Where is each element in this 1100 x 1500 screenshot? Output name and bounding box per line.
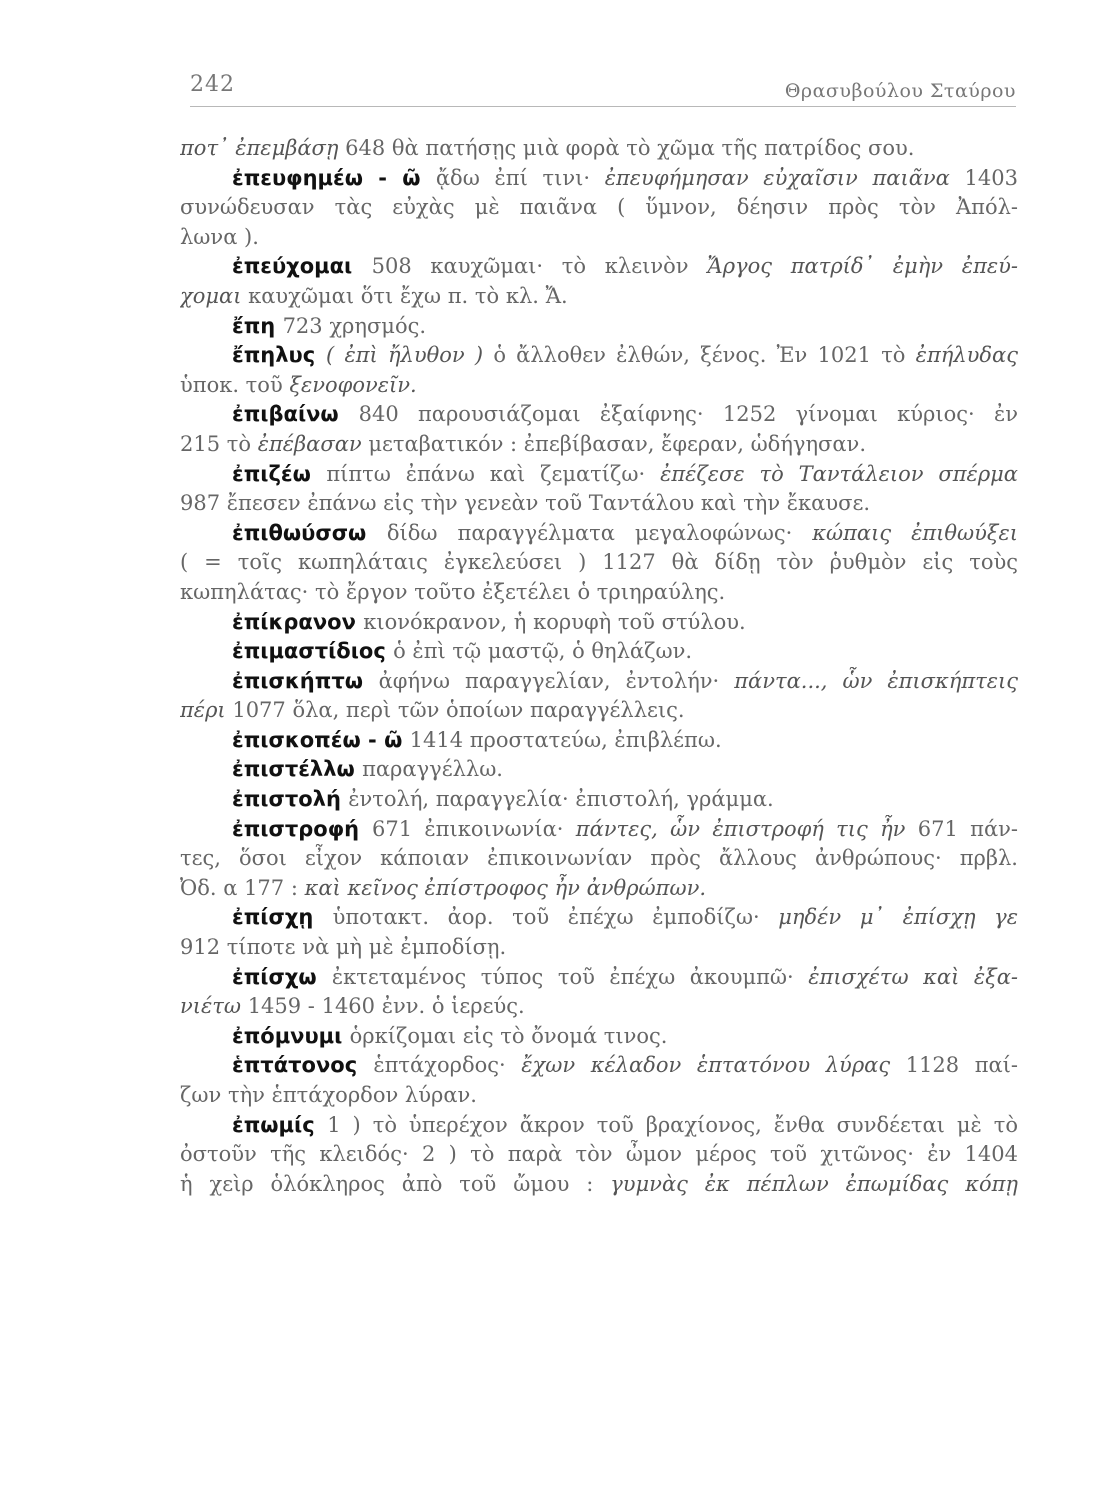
entry-first-line — [180, 519, 1018, 549]
quotation-italic: ἐπισχέτω καὶ ἐξα- — [808, 964, 1018, 989]
quotation-italic: νιέτω — [180, 994, 248, 1019]
definition-text: 215 τὸ — [180, 431, 258, 456]
definition-text: 840 παρουσιάζομαι ἐξαίφνης· 1252 γίνομαι κύριος· ἐν — [358, 402, 1018, 427]
definition-text: 671 ἐπικοινωνία· — [372, 816, 576, 841]
headword: ἑπτάτονος — [232, 1053, 374, 1078]
quotation-italic: χομαι — [180, 283, 249, 308]
definition-text: ἀφήνω παραγγελίαν, ἐντολήν· — [378, 668, 735, 693]
entry-first-line — [180, 1111, 1018, 1141]
definition-text: συνώδευσαν τὰς εὐχὰς μὲ παιᾶνα ( ὕμνον, δέησιν πρὸς τὸν Ἀπόλ- — [180, 195, 1018, 220]
headword: ἐπίκρανον — [232, 609, 364, 634]
text-line — [180, 282, 1018, 312]
definition-text: ὑποκ. τοῦ — [180, 372, 290, 397]
definition-text: 912 τίποτε νὰ μὴ μὲ ἐμποδίσῃ. — [180, 935, 507, 960]
quotation-italic: πάντα..., ὧν ἐπισκήπτεις — [734, 668, 1018, 693]
headword: ἐπισκήπτω — [232, 668, 379, 693]
quotation-italic: Ἄργος πατρίδ᾽ ἐμὴν ἐπεύ- — [707, 254, 1018, 279]
quotation-italic: ξενοφονεῖν. — [289, 372, 417, 397]
headword: ἐπιβαίνω — [232, 402, 359, 427]
entry-first-line — [180, 726, 1018, 756]
definition-text: ὀστοῦν τῆς κλειδός· 2 ) τὸ παρὰ τὸν ὦμον μέρος τοῦ χιτῶνος· ἐν 1404 — [180, 1142, 1018, 1167]
definition-text: ᾄδω ἐπί τινι· — [435, 165, 605, 190]
entry-first-line — [180, 1051, 1018, 1081]
definition-text: τες, ὅσοι εἶχον κάποιαν ἐπικοινωνίαν πρὸς ἄλλους ἀνθρώπους· πρβλ. — [180, 846, 1018, 871]
text-line — [180, 874, 1018, 904]
entry-first-line — [180, 637, 1018, 667]
text-line — [180, 223, 1018, 253]
definition-text: μεταβατικόν : ἐπεβίβασαν, ἔφεραν, ὡδήγησαν. — [368, 431, 867, 456]
headword: ἐπιθωύσσω — [232, 520, 387, 545]
definition-text: ὁ ἐπὶ τῷ μαστῷ, ὁ θηλάζων. — [393, 639, 693, 664]
quotation-italic: καὶ κεῖνος ἐπίστροφος ἦν ἀνθρώπων. — [304, 875, 707, 900]
headword: ἐπωμίς — [232, 1112, 328, 1137]
definition-text: δίδω παραγγέλματα μεγαλοφώνως· — [386, 520, 813, 545]
quotation-italic: πέρι — [180, 698, 233, 723]
headword: ἔπηλυς — [232, 343, 327, 368]
headword: ἐπισκοπέω - ῶ — [232, 727, 410, 752]
entry-first-line — [180, 1022, 1018, 1052]
text-line — [180, 1140, 1018, 1170]
headword: ἐπίσχω — [232, 964, 332, 989]
definition-text: ὁρκίζομαι εἰς τὸ ὄνομά τινος. — [349, 1023, 668, 1048]
definition-text: 723 χρησμός. — [282, 313, 427, 338]
headword: ἐπιστροφή — [232, 816, 373, 841]
headword: ἐπιστολή — [232, 787, 349, 812]
quotation-italic: πάντες, ὧν ἐπιστροφή τις ἦν — [575, 816, 918, 841]
definition-text: 1459 - 1460 ἐνν. ὁ ἱερεύς. — [247, 994, 525, 1019]
definition-text: 648 θὰ πατήσῃς μιὰ φορὰ τὸ χῶμα τῆς πατρίδος σου. — [345, 136, 915, 160]
quotation-italic: κώπαις ἐπιθωύξει — [812, 520, 1018, 545]
headword: ἐπίσχῃ — [232, 905, 333, 930]
entry-first-line — [180, 608, 1018, 638]
definition-text: λωνα ). — [180, 224, 259, 249]
page-number: 242 — [190, 72, 235, 97]
quotation-italic: γυμνὰς ἐκ πέπλων ἐπωμίδας κόπῃ — [610, 1171, 1018, 1196]
definition-text: κιονόκρανον, ἡ κορυφὴ τοῦ στύλου. — [363, 609, 746, 634]
entry-first-line — [180, 903, 1018, 933]
text-line — [180, 193, 1018, 223]
text-line — [180, 430, 1018, 460]
text-line — [180, 578, 1018, 608]
entry-first-line — [180, 252, 1018, 282]
text-line — [180, 134, 1018, 164]
text-line — [180, 696, 1018, 726]
definition-text: ἐντολή, παραγγελία· ἐπιστολή, γράμμα. — [348, 787, 774, 812]
entry-first-line — [180, 815, 1018, 845]
text-line — [180, 1081, 1018, 1111]
definition-text: ζων τὴν ἑπτάχορδον λύραν. — [180, 1083, 477, 1107]
quotation-italic: ἐπέβασαν — [257, 431, 369, 456]
headword: ἐπιστέλλω — [232, 757, 363, 782]
running-head: Θρασυβούλου Σταύρου — [784, 80, 1016, 102]
quotation-italic: ἐπευφήμησαν εὐχαῖσιν παιᾶνα — [604, 165, 965, 190]
headword: ἐπόμνυμι — [232, 1023, 350, 1048]
definition-text: παραγγέλλω. — [362, 757, 503, 782]
entry-first-line — [180, 755, 1018, 785]
entry-first-line — [180, 164, 1018, 194]
entry-first-line — [180, 667, 1018, 697]
headword: ἐπεύχομαι — [232, 254, 372, 279]
quotation-italic: ποτ᾽ ἐπεμβάσῃ — [180, 136, 346, 160]
headword: ἐπιζέω — [232, 461, 327, 486]
quotation-italic: ἐπήλυδας — [915, 343, 1018, 368]
entry-first-line — [180, 400, 1018, 430]
entry-first-line — [180, 460, 1018, 490]
headword: ἔπη — [232, 313, 283, 338]
quotation-italic: μηδέν μ᾽ ἐπίσχῃ γε — [778, 905, 1018, 930]
definition-text: 1 ) τὸ ὑπερέχον ἄκρον τοῦ βραχίονος, ἔνθα συνδέεται μὲ τὸ — [327, 1112, 1018, 1137]
definition-text: ἐκτεταμένος τύπος τοῦ ἐπέχω ἀκουμπῶ· — [331, 964, 809, 989]
entry-first-line — [180, 963, 1018, 993]
definition-text: ὁ ἄλλοθεν ἐλθών, ξένος. Ἐν 1021 τὸ — [493, 343, 916, 368]
entry-first-line — [180, 312, 1018, 342]
definition-text: 671 πάν- — [917, 816, 1018, 841]
definition-text: κωπηλάτας· τὸ ἔργον τοῦτο ἐξετέλει ὁ τριηραύλης. — [180, 579, 726, 604]
text-line — [180, 548, 1018, 578]
definition-text: 508 καυχῶμαι· τὸ κλεινὸν — [371, 254, 708, 279]
definition-text: 1403 — [964, 165, 1018, 190]
definition-text: ἑπτάχορδος· — [373, 1053, 522, 1078]
text-line — [180, 933, 1018, 963]
text-line — [180, 371, 1018, 401]
entry-first-line — [180, 785, 1018, 815]
definition-text: ὑποτακτ. ἀορ. τοῦ ἐπέχω ἐμποδίζω· — [332, 905, 779, 930]
headword: ἐπιμαστίδιος — [232, 639, 394, 664]
glossary-body — [180, 134, 1018, 1199]
definition-text: 1128 παί- — [905, 1053, 1018, 1078]
entry-first-line — [180, 341, 1018, 371]
definition-text: ( = τοῖς κωπηλάταις ἐγκελεύσει ) 1127 θὰ δίδῃ τὸν ῥυθμὸν εἰς τοὺς — [180, 550, 1018, 575]
text-line — [180, 992, 1018, 1022]
definition-text: 1077 ὅλα, περὶ τῶν ὁποίων παραγγέλλεις. — [232, 698, 685, 723]
definition-text: 1414 προστατεύω, ἐπιβλέπω. — [409, 727, 722, 752]
definition-text: πίπτω ἐπάνω καὶ ζεματίζω· — [326, 461, 661, 486]
quotation-italic: ( ἐπὶ ἤλυθον ) — [326, 343, 494, 368]
definition-text: Ὀδ. α 177 : — [180, 875, 305, 900]
headword: ἐπευφημέω - ῶ — [232, 165, 436, 190]
page-header — [190, 66, 1016, 107]
definition-text: ἡ χεὶρ ὁλόκληρος ἀπὸ τοῦ ὤμου : — [180, 1171, 611, 1196]
quotation-italic: ἔχων κέλαδον ἑπτατόνου λύρας — [521, 1053, 906, 1078]
definition-text: 987 ἔπεσεν ἐπάνω εἰς τὴν γενεὰν τοῦ Ταντάλου καὶ τὴν ἔκαυσε. — [180, 491, 871, 516]
text-line — [180, 844, 1018, 874]
quotation-italic: ἐπέζεσε τὸ Ταντάλειον σπέρμα — [660, 461, 1018, 486]
text-line — [180, 489, 1018, 519]
text-line — [180, 1170, 1018, 1200]
definition-text: καυχῶμαι ὅτι ἔχω π. τὸ κλ. Ἄ. — [248, 283, 568, 308]
